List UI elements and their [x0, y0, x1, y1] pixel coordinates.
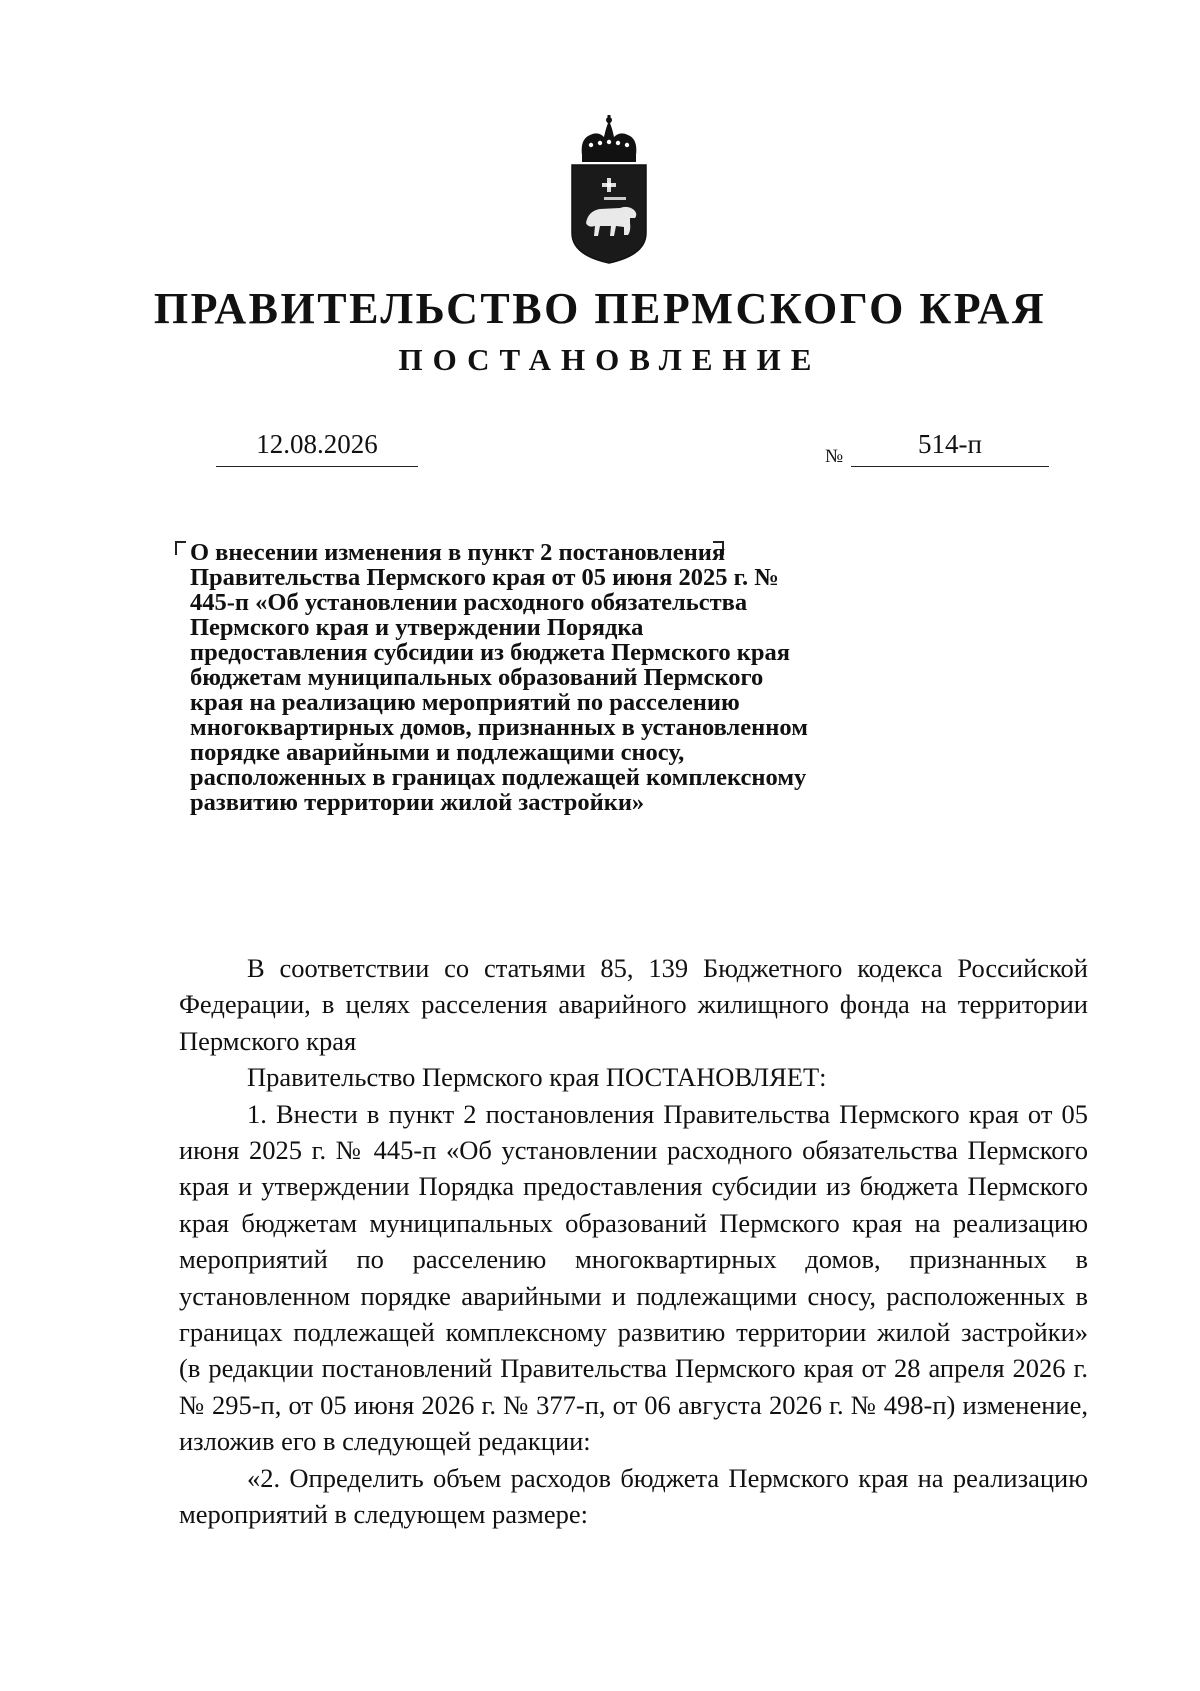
- document-subject: О внесении изменения в пункт 2 постановления Правительства Пермского края от 05 июня 2025 г. № 445-п «Об установлении расходного обязательства Пермского края и утверждении Порядка предоставления субсидии из бюджета Пермского края бюджетам муниципальных образований Пермского края на реализацию мероприятий по расселению многоквартирных домов, признанных в установленном порядке аварийными и подлежащими сносу, расположенных в границах подлежащей комплексному развитию территории жилой застройки»: [190, 539, 808, 816]
- subject-corner-left: [175, 541, 186, 555]
- organization-title: ПРАВИТЕЛЬСТВО ПЕРМСКОГО КРАЯ: [153, 284, 1047, 333]
- document-body: [179, 950, 1088, 1533]
- body-paragraph-item-1: 1. Внести в пункт 2 постановления Правительства Пермского края от 05 июня 2025 г. № 445-п «Об установлении расходного обязательства Пермского края и утверждении Порядка предоставления субсидии из бюджета Пермского края бюджетам муниципальных образований Пермского края на реализацию мероприятий по расселению многоквартирных домов, признанных в установленном порядке аварийными и подлежащими сносу, расположенных в границах подлежащей комплексному развитию территории жилой застройки» (в редакции постановлений Правительства Пермского края от 28 апреля 2026 г. № 295-п, от 05 июня 2026 г. № 377-п, от 06 августа 2026 г. № 498-п) изменение, изложив его в следующей редакции:: [179, 1098, 1088, 1457]
- body-paragraph-resolves: Правительство Пермского края ПОСТАНОВЛЯЕТ:: [247, 1062, 827, 1093]
- crown-icon: [582, 115, 637, 162]
- coat-of-arms-emblem: [568, 115, 650, 265]
- document-date: 12.08.2026: [216, 424, 418, 467]
- body-paragraph-item-2-quote: «2. Определить объем расходов бюджета Пермского края на реализацию мероприятий в следующем размере:: [179, 1462, 1088, 1530]
- document-type: ПОСТАНОВЛЕНИЕ: [398, 342, 822, 377]
- body-paragraph-basis: В соответствии со статьями 85, 139 Бюджетного кодекса Российской Федерации, в целях расселения аварийного жилищного фонда на территории Пермского края: [179, 953, 1088, 1056]
- number-sign: №: [825, 446, 844, 467]
- document-number: 514-п: [851, 424, 1049, 467]
